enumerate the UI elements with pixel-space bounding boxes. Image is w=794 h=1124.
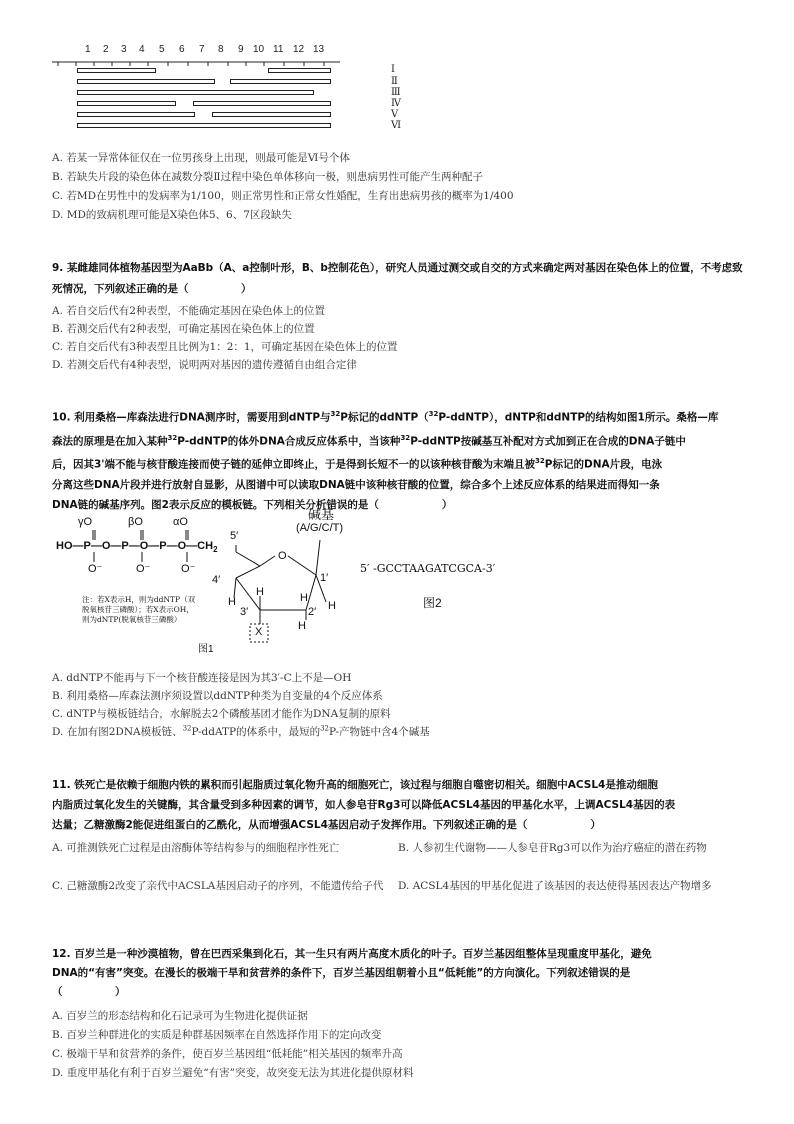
stem-line: DNA的“有害”突变。在漫长的极端干旱和贫营养的条件下，百岁兰基因组朝着小且“低耗能”的方向演化。下列叙述错误的是 <box>52 967 631 979</box>
stem-line: DNA链的碱基序列。图2表示反应的模板链。下列相关分析错误的是（ ） <box>52 498 453 511</box>
stem-line: 11. 铁死亡是依赖于细胞内铁的累积而引起脂质过氧化物升高的细胞死亡，该过程与细胞自噬密切相关。细胞中ACSL4是推动细胞 <box>52 779 658 791</box>
question-11-stem <box>52 775 752 835</box>
tick-label: 8 <box>218 44 224 55</box>
option-d: D. 重度甲基化有利于百岁兰避免“有害”突变，故突变无法为其进化提供原材料 <box>52 1067 414 1079</box>
segment-bar <box>230 79 331 84</box>
template-sequence: 5′ -GCCTAAGATCGCA-3′ <box>360 562 496 575</box>
base-subtitle: (A/G/C/T) <box>296 522 344 534</box>
row-label: Ⅲ <box>391 87 401 98</box>
phosphate-chain: $HO—P—O—P—O—P—O—CH_2$ <box>56 540 218 555</box>
row-label: Ⅵ <box>391 120 402 131</box>
segment-bar <box>77 101 176 106</box>
option-a: A. ddNTP不能再与下一个核苷酸连接是因为其3′-C上不是—OH <box>52 672 352 684</box>
o-minus-label: O⁻ <box>136 563 151 575</box>
axis-ruler <box>50 40 370 70</box>
option-b: B. 若缺失片段的染色体在减数分裂Ⅱ过程中染色单体移向一极，则患病男性可能产生两种配子 <box>52 171 484 183</box>
tick-label: 12 <box>293 44 305 55</box>
segment-bar <box>77 90 314 95</box>
figure-2-caption: 图2 <box>423 596 442 610</box>
h-label: H <box>228 596 236 608</box>
ring-oxygen-label: O <box>278 550 287 562</box>
option-d: D. MD的致病机理可能是X染色体5、6、7区段缺失 <box>52 209 292 221</box>
h-label: H <box>300 592 308 604</box>
gamma-label: γO <box>78 516 93 528</box>
option-a: A. 百岁兰的形态结构和化石记录可为生物进化提供证据 <box>52 1010 308 1022</box>
question-12-stem <box>52 945 752 1002</box>
row-label: Ⅳ <box>391 98 401 109</box>
tick-label: 11 <box>273 44 284 55</box>
option-b: B. 百岁兰种群进化的实质是种群基因频率在自然选择作用下的定向改变 <box>52 1029 382 1041</box>
segment-bar <box>77 79 215 84</box>
question-9-stem: 9. 某雌雄同体植物基因型为AaBb（A、a控制叶形，B、b控制花色），研究人员通过测交或自交的方式来确定两对基因在染色体上的位置，不考虑致死情况，下列叙述正确的是（ ） <box>52 262 743 295</box>
option-d: D. 若测交后代有4种表型，说明两对基因的遗传遵循自由组合定律 <box>52 359 357 371</box>
stem-line: 分离这些DNA片段并进行放射自显影，从图谱中可以读取DNA链中该种核苷酸的位置，综合多个上述反应体系的结果进而得知一条 <box>52 478 660 491</box>
row-label: Ⅰ <box>391 64 395 75</box>
option-c: C. 极端干旱和贫营养的条件，使百岁兰基因组“低耗能”相关基因的频率升高 <box>52 1048 403 1060</box>
carbon-5-label: 5′ <box>230 530 239 542</box>
figure-1-caption: 图1 <box>198 644 214 655</box>
deletion-figure <box>50 40 402 140</box>
base-title: 碱基 <box>308 507 335 522</box>
segment-bar <box>212 112 331 117</box>
option-a: A. 若某一异常体征仅在一位男孩身上出现，则最可能是Ⅵ号个体 <box>52 152 350 164</box>
tick-label: 5 <box>159 44 165 55</box>
figure-note: 注：若X表示H，则为ddNTP（双脱氧核苷三磷酸）；若X表示OH，则为dNTP(脱氧核苷三磷酸） <box>82 595 196 624</box>
segment-bar <box>77 123 331 128</box>
segment-bar <box>193 101 331 106</box>
o-minus-label: O⁻ <box>88 563 103 575</box>
tick-label: 7 <box>199 44 205 55</box>
option-c: C. dNTP与模板链结合，水解脱去2个磷酸基团才能作为DNA复制的原料 <box>52 708 391 720</box>
stem-line: 达量；乙糖激酶2能促进组蛋白的乙酰化，从而增强ACSL4基因启动子发挥作用。下列叙述正确的是（ ） <box>52 819 601 831</box>
carbon-4-label: 4′ <box>212 574 221 586</box>
tick-label: 4 <box>139 44 145 55</box>
option-a: A. 可推测铁死亡过程是由溶酶体等结构参与的细胞程序性死亡 <box>52 842 340 854</box>
beta-label: βO <box>128 516 143 528</box>
option-c: C. 己糖激酶2改变了亲代中ACSLA基因启动子的序列，不能遗传给子代 <box>52 880 384 892</box>
tick-label: 6 <box>179 44 185 55</box>
stem-line: 内脂质过氧化发生的关键酶，其含量受到多种因素的调节，如人参皂苷Rg3可以降低ACSL4基因的甲基化水平，上调ACSL4基因的表 <box>52 799 676 811</box>
option-d: D. ACSL4基因的甲基化促进了该基因的表达使得基因表达产物增多 <box>398 880 712 892</box>
tick-label: 1 <box>85 44 91 55</box>
question-10-stem <box>52 404 752 515</box>
stem-line: （ ） <box>52 986 126 998</box>
tick-label: 3 <box>121 44 127 55</box>
o-minus-label: O⁻ <box>181 563 196 575</box>
nucleotide-structure-figure <box>50 500 570 660</box>
segment-bar <box>77 68 156 73</box>
stem-line: 12. 百岁兰是一种沙漠植物，曾在巴西采集到化石，其一生只有两片高度木质化的叶子。百岁兰基因组整体呈现重度甲基化，避免 <box>52 948 652 960</box>
option-b: B. 利用桑格—库森法测序须设置以ddNTP种类为自变量的4个反应体系 <box>52 690 383 702</box>
tick-label: 9 <box>238 44 244 55</box>
stem-line: 后，因其3'端不能与核苷酸连接而使子链的延伸立即终止，于是得到长短不一的以该种核苷酸为末端且被$^{32}$P标记的DNA片段，电泳 <box>52 457 663 471</box>
row-label: Ⅱ <box>391 76 398 87</box>
h-label: H <box>256 586 264 598</box>
row-label: Ⅴ <box>391 109 399 120</box>
option-b: B. 若测交后代有2种表型，可确定基因在染色体上的位置 <box>52 323 315 335</box>
stem-line: 森法的原理是在加入某种$^{32}$P-ddNTP的体外DNA合成反应体系中，当该种$^{32}$P-ddNTP按碱基互补配对方式加到正在合成的DNA子链中 <box>52 433 686 447</box>
option-c: C. 若自交后代有3种表型且比例为1：2：1，可确定基因在染色体上的位置 <box>52 341 398 353</box>
x-group-label: X <box>255 626 263 638</box>
tick-label: 2 <box>103 44 109 55</box>
tick-label: 10 <box>253 44 265 55</box>
tick-label: 13 <box>313 44 325 55</box>
carbon-3-label: 3′ <box>240 606 249 618</box>
option-d: D. 在加有图2DNA模板链、$^{32}$P-ddATP的体系中，最短的$^{32}$P-产物链中含4个碱基 <box>52 724 430 738</box>
segment-bar <box>77 112 195 117</box>
stem-line: 10. 利用桑格—库森法进行DNA测序时，需要用到dNTP与$^{32}$P标记的ddNTP（$^{32}$P-ddNTP），dNTP和ddNTP的结构如图1所示。桑格—库 <box>52 410 719 424</box>
alpha-label: αO <box>173 516 188 528</box>
carbon-1-label: 1′ <box>320 572 329 584</box>
h-label: H <box>328 600 336 612</box>
option-b: B. 人参初生代谢物——人参皂苷Rg3可以作为治疗癌症的潜在药物 <box>398 842 707 854</box>
option-a: A. 若自交后代有2种表型，不能确定基因在染色体上的位置 <box>52 305 325 317</box>
segment-bar <box>268 68 331 73</box>
h-label: H <box>298 620 306 632</box>
carbon-2-label: 2′ <box>308 606 317 618</box>
option-c: C. 若MD在男性中的发病率为1/100，则正常男性和正常女性婚配，生育出患病男孩的概率为1/400 <box>52 190 514 202</box>
